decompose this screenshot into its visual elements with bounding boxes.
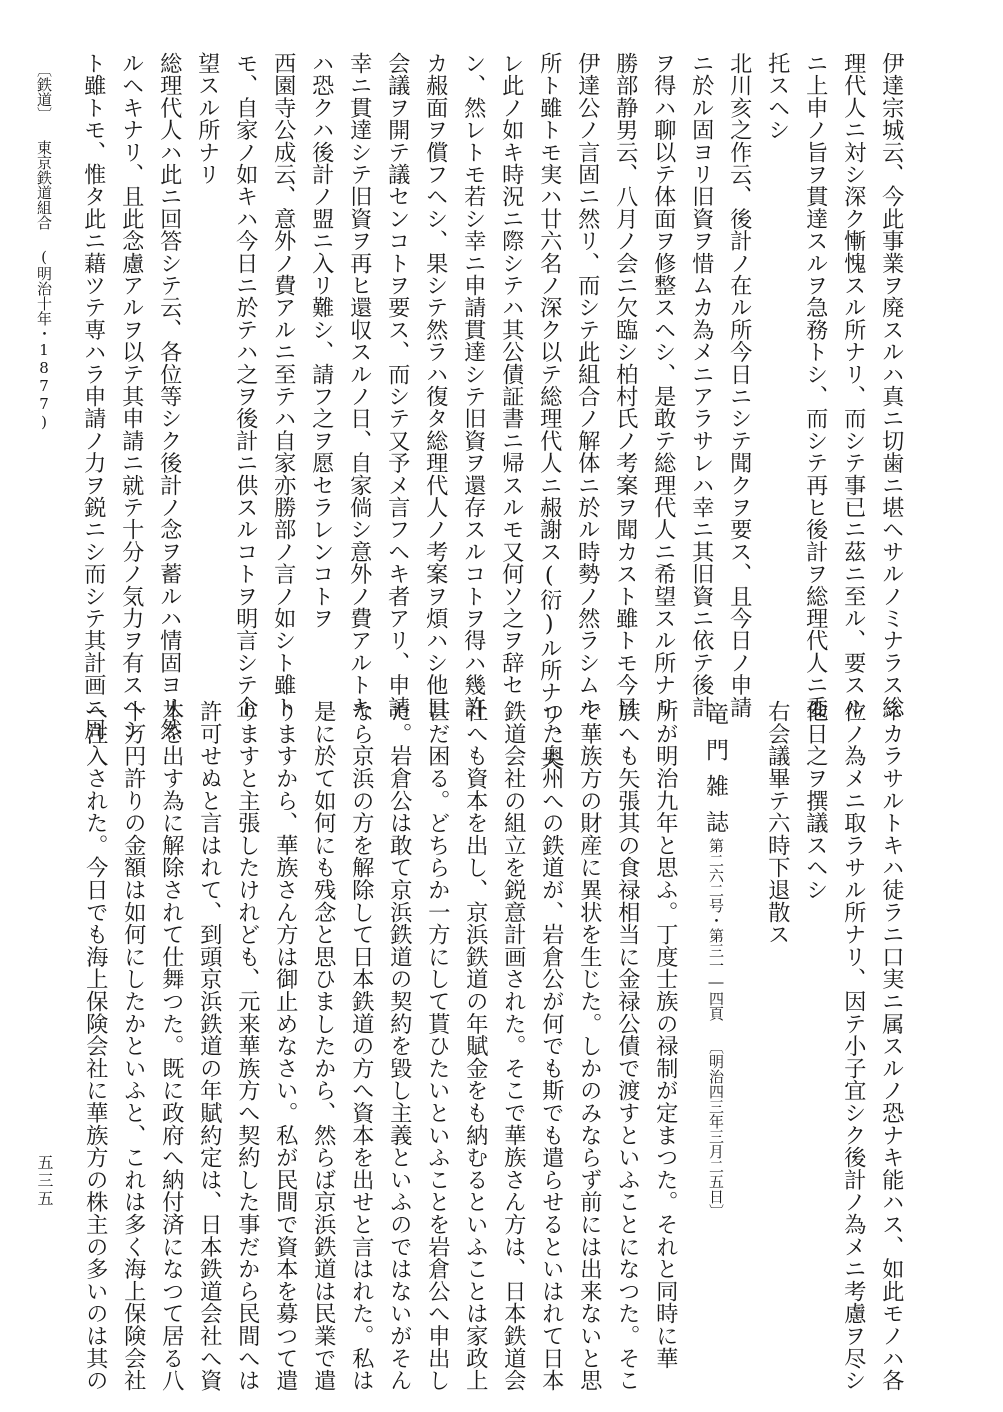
text-column: 右会議畢テ六時下退散ス [764,700,791,946]
text-column: 北川亥之作云、後計ノ在ル所今日ニシテ聞クヲ要ス、且今日ノ申請 [726,52,753,718]
text-column: 幸ニ貫達シテ旧資ヲ再ヒ還収スルノ日、自家倘シ意外ノ費アルトキ [346,52,373,718]
text-column: 位ノ為メニ取ラサル所ナリ、因テ小子宜シク後計ノ為メニ考慮ヲ尽シ [840,700,867,1392]
text-column: レ此ノ如キ時況ニ際シテハ其公債証書ニ帰スルモ又何ソ之ヲ辞セ [498,52,525,696]
text-column: 理代人ニ対シ深ク慚愧スル所ナリ、而シテ事已ニ茲ニ至ル、要スル [840,52,867,718]
text-column: りますと主張したけれども、元来華族方へ契約した事だから民間へは [234,700,261,1392]
text-column: 他日之ヲ撰議スヘシ [802,700,829,901]
text-column: 甚だ困る。どちらか一方にして貰ひたいといふことを岩倉公へ申出し [424,700,451,1392]
text-column: た。岩倉公は敢て京浜鉄道の契約を毀し主義といふのではないがそん [386,700,413,1392]
text-column: 所ト雖トモ実ハ廿六名ノ深ク以テ総理代人ニ赧謝ス(衍)ル所ナリ、夫 [536,52,563,771]
text-column: へ注入された。今日でも海上保険会社に華族方の株主の多いのは其の [82,700,109,1392]
running-footer: 〔鉄道〕 東京鉄道組合 (明治十年・1877) [35,62,53,431]
text-column: 会議ヲ開テ議センコトヲ要ス、而シテ又予メ言フヘキ者アリ、申請 [384,52,411,718]
text-column: なら京浜の方を解除して日本鉄道の方へ資本を出せと言はれた。私は [348,700,375,1392]
text-column: りますから、華族さん方は御止めなさい。私が民間で資本を募つて遣 [272,700,299,1392]
text-column: 総理代人ハ此ニ回答シテ云、各位等シク後計ノ念ヲ蓄ルハ情固ヨリ然 [156,52,183,741]
text-column: ルヘキナリ、且此念慮アルヲ以テ其申請ニ就テ十分ノ気力ヲ有スヘシ [118,52,145,741]
text-column: 伊達公ノ言固ニ然リ、而シテ此組合ノ解体ニ於ル時勢ノ然ラシムル [574,52,601,718]
source-citation: 第二六二号・第三一―四頁 〔明治四三年三月二五日〕 [707,838,725,1219]
text-column: 是に於て如何にも残念と思ひましたから、然らば京浜鉄道は民業で遣 [310,700,337,1392]
text-column: 伊達宗城云、今此事業ヲ廃スルハ真ニ切歯ニ堪ヘサルノミナラス総 [878,52,905,718]
section-title: 竜門雑誌 [702,702,728,846]
text-column: ニ上申ノ旨ヲ貫達スルヲ急務トシ、而シテ再ヒ後計ヲ総理代人ニ委 [802,52,829,718]
text-column: ヲ得ハ聊以テ体面ヲ修整スヘシ、是敢テ総理代人ニ希望スル所ナリ [650,52,677,718]
text-column: 鉄道会社の組立を鋭意計画された。そこで華族さん方は、日本鉄道会 [500,700,527,1392]
text-column: で華族方の財産に異状を生じた。しかのみならず前には出来ないと思 [576,700,603,1392]
text-column: 社へも資本を出し、京浜鉄道の年賦金をも納むるといふことは家政上 [462,700,489,1392]
text-column: 勝部静男云、八月ノ会ニ欠臨シ柏村氏ノ考案ヲ聞カスト雖トモ今日 [612,52,639,718]
text-column: 十万円許りの金額は如何にしたかといふと、これは多く海上保険会社 [120,700,147,1392]
text-column: 望スル所ナリ [194,52,221,186]
text-column: ハ恐クハ後計ノ盟ニ入リ難シ、請フ之ヲ愿セラレンコトヲ [308,52,335,630]
text-column: つた奥州への鉄道が、岩倉公が何でも斯でも遣らせるといはれて日本 [538,700,565,1392]
text-column: 族へも矢張其の食禄相当に金禄公債で渡すといふことになつた。そこ [614,700,641,1392]
text-column: ト雖トモ、惟タ此ニ藉ツテ専ハラ申請ノ力ヲ鋭ニシ而シテ其計画ニ周 [80,52,107,741]
text-column: モ、自家ノ如キハ今日ニ於テハ之ヲ後計ニ供スルコトヲ明言シテ企 [232,52,259,718]
text-column: 托スヘシ [764,52,791,141]
text-column: 西園寺公成云、意外ノ費アルニ至テハ自家亦勝部ノ言ノ如シト雖ト [270,52,297,718]
text-column: 許可せぬと言はれて、到頭京浜鉄道の年賦約定は、日本鉄道会社へ資 [196,700,223,1392]
text-column: ネカラサルトキハ徒ラニ口実ニ属スルノ恐ナキ能ハス、如此モノハ各 [878,700,905,1392]
page-number: 五三五 [35,1154,54,1208]
text-column: ニ於ル固ヨリ旧資ヲ惜ムカ為メニアラサレハ幸ニ其旧資ニ依テ後計 [688,52,715,718]
text-column: カ赧面ヲ償フヘシ、果シテ然ラハ復タ総理代人ノ考案ヲ煩ハシ他日 [422,52,449,718]
text-column: 所が明治九年と思ふ。丁度士族の禄制が定まつた。それと同時に華 [652,700,679,1369]
text-column: 本を出す為に解除されて仕舞つた。既に政府へ納付済になつて居る八 [158,700,185,1392]
text-column: ン、然レトモ若シ幸ニ申請貫達シテ旧資ヲ還存スルコトヲ得ハ幾許 [460,52,487,718]
